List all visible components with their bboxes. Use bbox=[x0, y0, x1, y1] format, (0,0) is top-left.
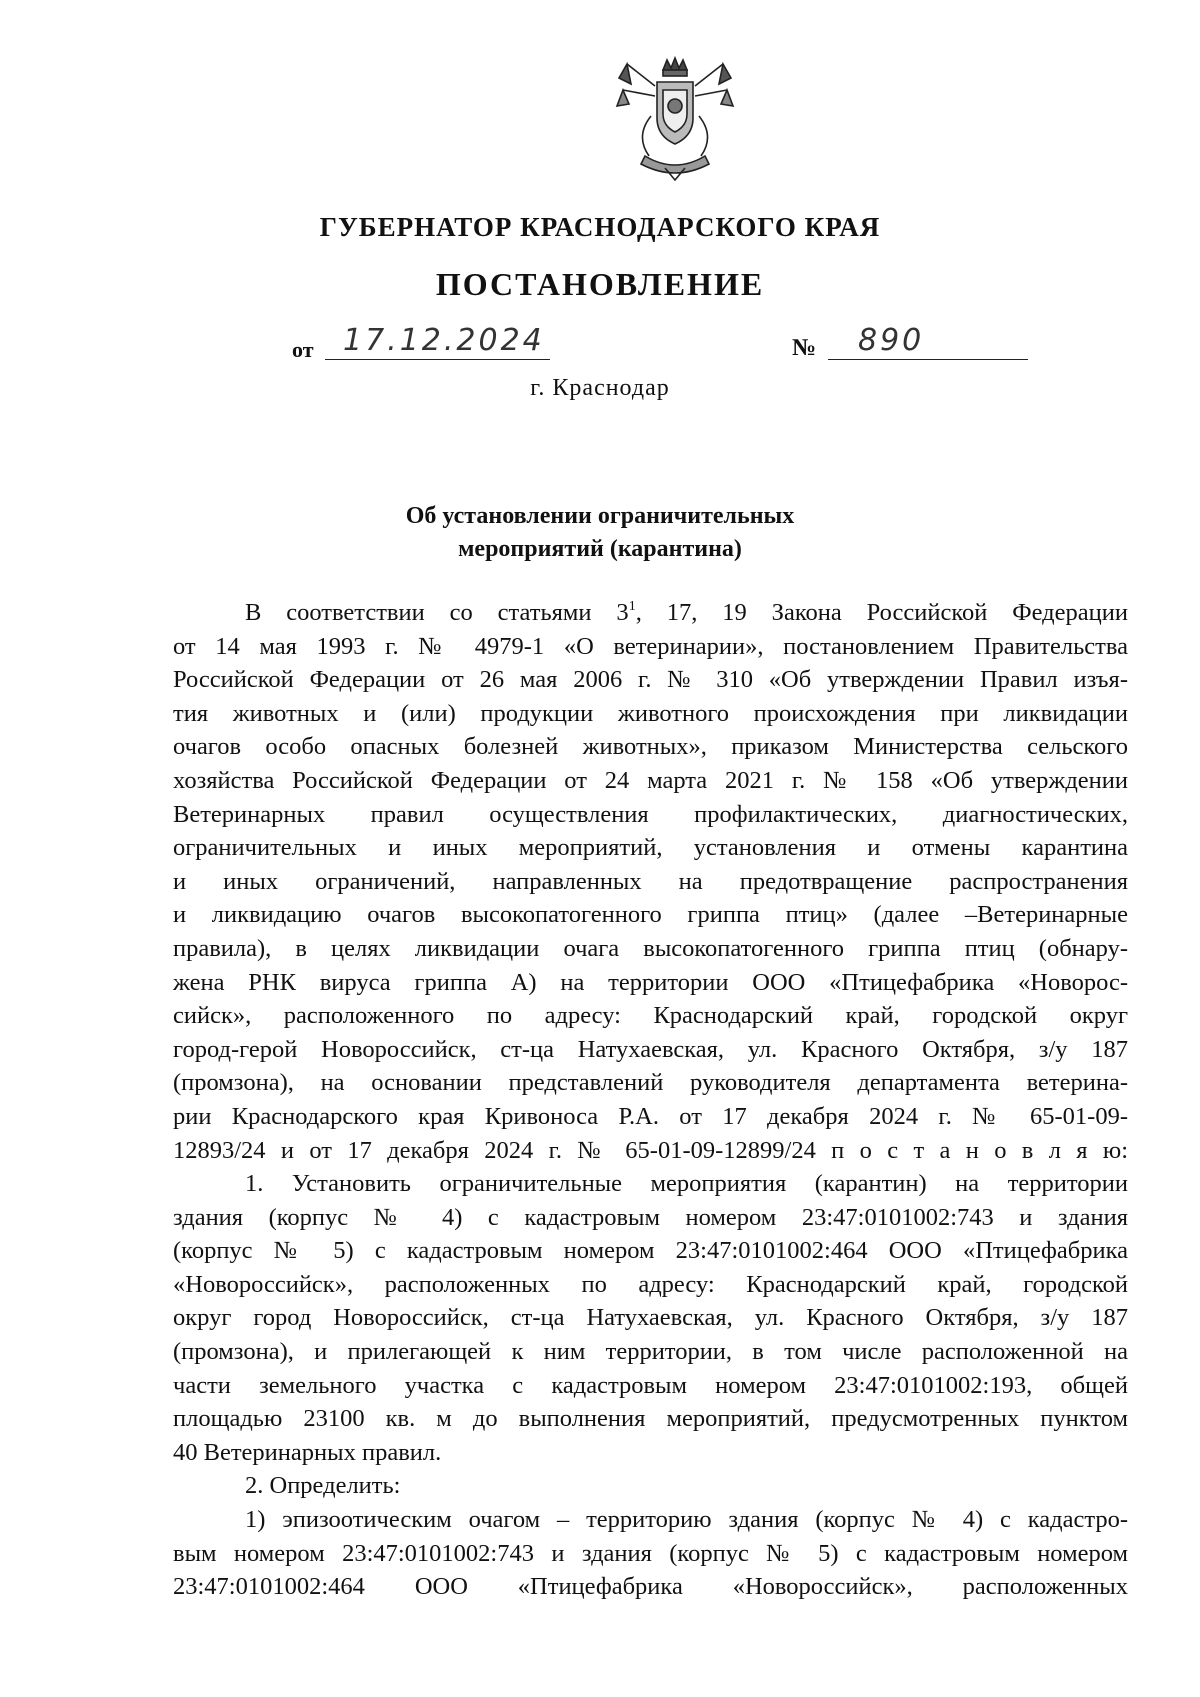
document-subject bbox=[0, 500, 1200, 566]
body-line: «Новороссийск», расположенных по адресу: Краснодарский край, городской bbox=[173, 1270, 1128, 1298]
number-label: № bbox=[792, 335, 817, 361]
body-line: (промзона), и прилегающей к ним территории, в том числе расположенной на bbox=[173, 1338, 1128, 1366]
body-line: 1) эпизоотическим очагом – территорию здания (корпус № 4) с кадастро- bbox=[245, 1506, 1128, 1534]
body-line: хозяйства Российской Федерации от 24 марта 2021 г. № 158 «Об утверждении bbox=[173, 766, 1128, 794]
subject-line: Об установлении ограничительных bbox=[405, 503, 795, 529]
body-line bbox=[173, 596, 1128, 630]
body-line: жена РНК вируса гриппа А) на территории ООО «Птицефабрика «Новорос- bbox=[173, 968, 1128, 996]
body-line: здания (корпус № 4) с кадастровым номером 23:47:0101002:743 и здания bbox=[173, 1203, 1128, 1231]
body-line: очагов особо опасных болезней животных», приказом Министерства сельского bbox=[173, 733, 1128, 761]
city: г. Краснодар bbox=[530, 375, 670, 401]
body-line: тия животных и (или) продукции животного происхождения при ликвидации bbox=[173, 699, 1128, 727]
body-line: 40 Ветеринарных правил. bbox=[173, 1438, 442, 1466]
body-line: правила), в целях ликвидации очага высокопатогенного гриппа птиц (обнару- bbox=[173, 934, 1128, 962]
document-body bbox=[173, 596, 1128, 1604]
number-value: 890 bbox=[858, 323, 925, 358]
body-line: 1. Установить ограничительные мероприятия (карантин) на территории bbox=[245, 1170, 1128, 1198]
subject-line: мероприятий (карантина) bbox=[458, 536, 742, 562]
document-type: ПОСТАНОВЛЕНИЕ bbox=[435, 266, 765, 302]
superscript: 1 bbox=[628, 599, 636, 614]
date-value: 17.12.2024 bbox=[343, 323, 545, 358]
body-text: В соответствии со статьями 3 bbox=[245, 599, 629, 626]
coat-of-arms-emblem bbox=[615, 56, 735, 184]
body-line: от 14 мая 1993 г. № 4979-1 «О ветеринарии», постановлением Правительства bbox=[173, 632, 1128, 660]
body-line: рии Краснодарского края Кривоноса Р.А. от 17 декабря 2024 г. № 65-01-09- bbox=[173, 1102, 1128, 1130]
body-line: вым номером 23:47:0101002:743 и здания (корпус № 5) с кадастровым номером bbox=[173, 1539, 1128, 1567]
body-line: 2. Определить: bbox=[245, 1472, 401, 1500]
body-line: и иных ограничений, направленных на предотвращение распространения bbox=[173, 867, 1128, 895]
body-line: (промзона), на основании представлений руководителя департамента ветерина- bbox=[173, 1069, 1128, 1097]
body-line: город-герой Новороссийск, ст-ца Натухаевская, ул. Красного Октября, з/у 187 bbox=[173, 1035, 1128, 1063]
body-line: площадью 23100 кв. м до выполнения мероприятий, предусмотренных пунктом bbox=[173, 1405, 1128, 1433]
body-line: Ветеринарных правил осуществления профилактических, диагностических, bbox=[173, 800, 1128, 828]
body-line: округ город Новороссийск, ст-ца Натухаевская, ул. Красного Октября, з/у 187 bbox=[173, 1304, 1128, 1332]
date-field bbox=[325, 323, 550, 360]
body-text: , 17, 19 Закона Российской Федерации bbox=[635, 599, 1128, 626]
body-line: (корпус № 5) с кадастровым номером 23:47:0101002:464 ООО «Птицефабрика bbox=[173, 1237, 1128, 1265]
body-line: сийск», расположенного по адресу: Краснодарский край, городской округ bbox=[173, 1002, 1128, 1030]
date-label: от bbox=[292, 337, 314, 362]
body-line: и ликвидацию очагов высокопатогенного гриппа птиц» (далее –Ветеринарные bbox=[173, 901, 1128, 929]
body-line: Российской Федерации от 26 мая 2006 г. № 310 «Об утверждении Правил изъя- bbox=[173, 666, 1128, 694]
body-line: 12893/24 и от 17 декабря 2024 г. № 65-01-09-12899/24 п о с т а н о в л я ю: bbox=[173, 1136, 1128, 1164]
number-field bbox=[828, 323, 1028, 360]
body-line: ограничительных и иных мероприятий, установления и отмены карантина bbox=[173, 834, 1128, 862]
body-line: 23:47:0101002:464 ООО «Птицефабрика «Новороссийск», расположенных bbox=[173, 1573, 1128, 1601]
issuing-authority: ГУБЕРНАТОР КРАСНОДАРСКОГО КРАЯ bbox=[319, 212, 881, 242]
body-line: части земельного участка с кадастровым номером 23:47:0101002:193, общей bbox=[173, 1371, 1128, 1399]
